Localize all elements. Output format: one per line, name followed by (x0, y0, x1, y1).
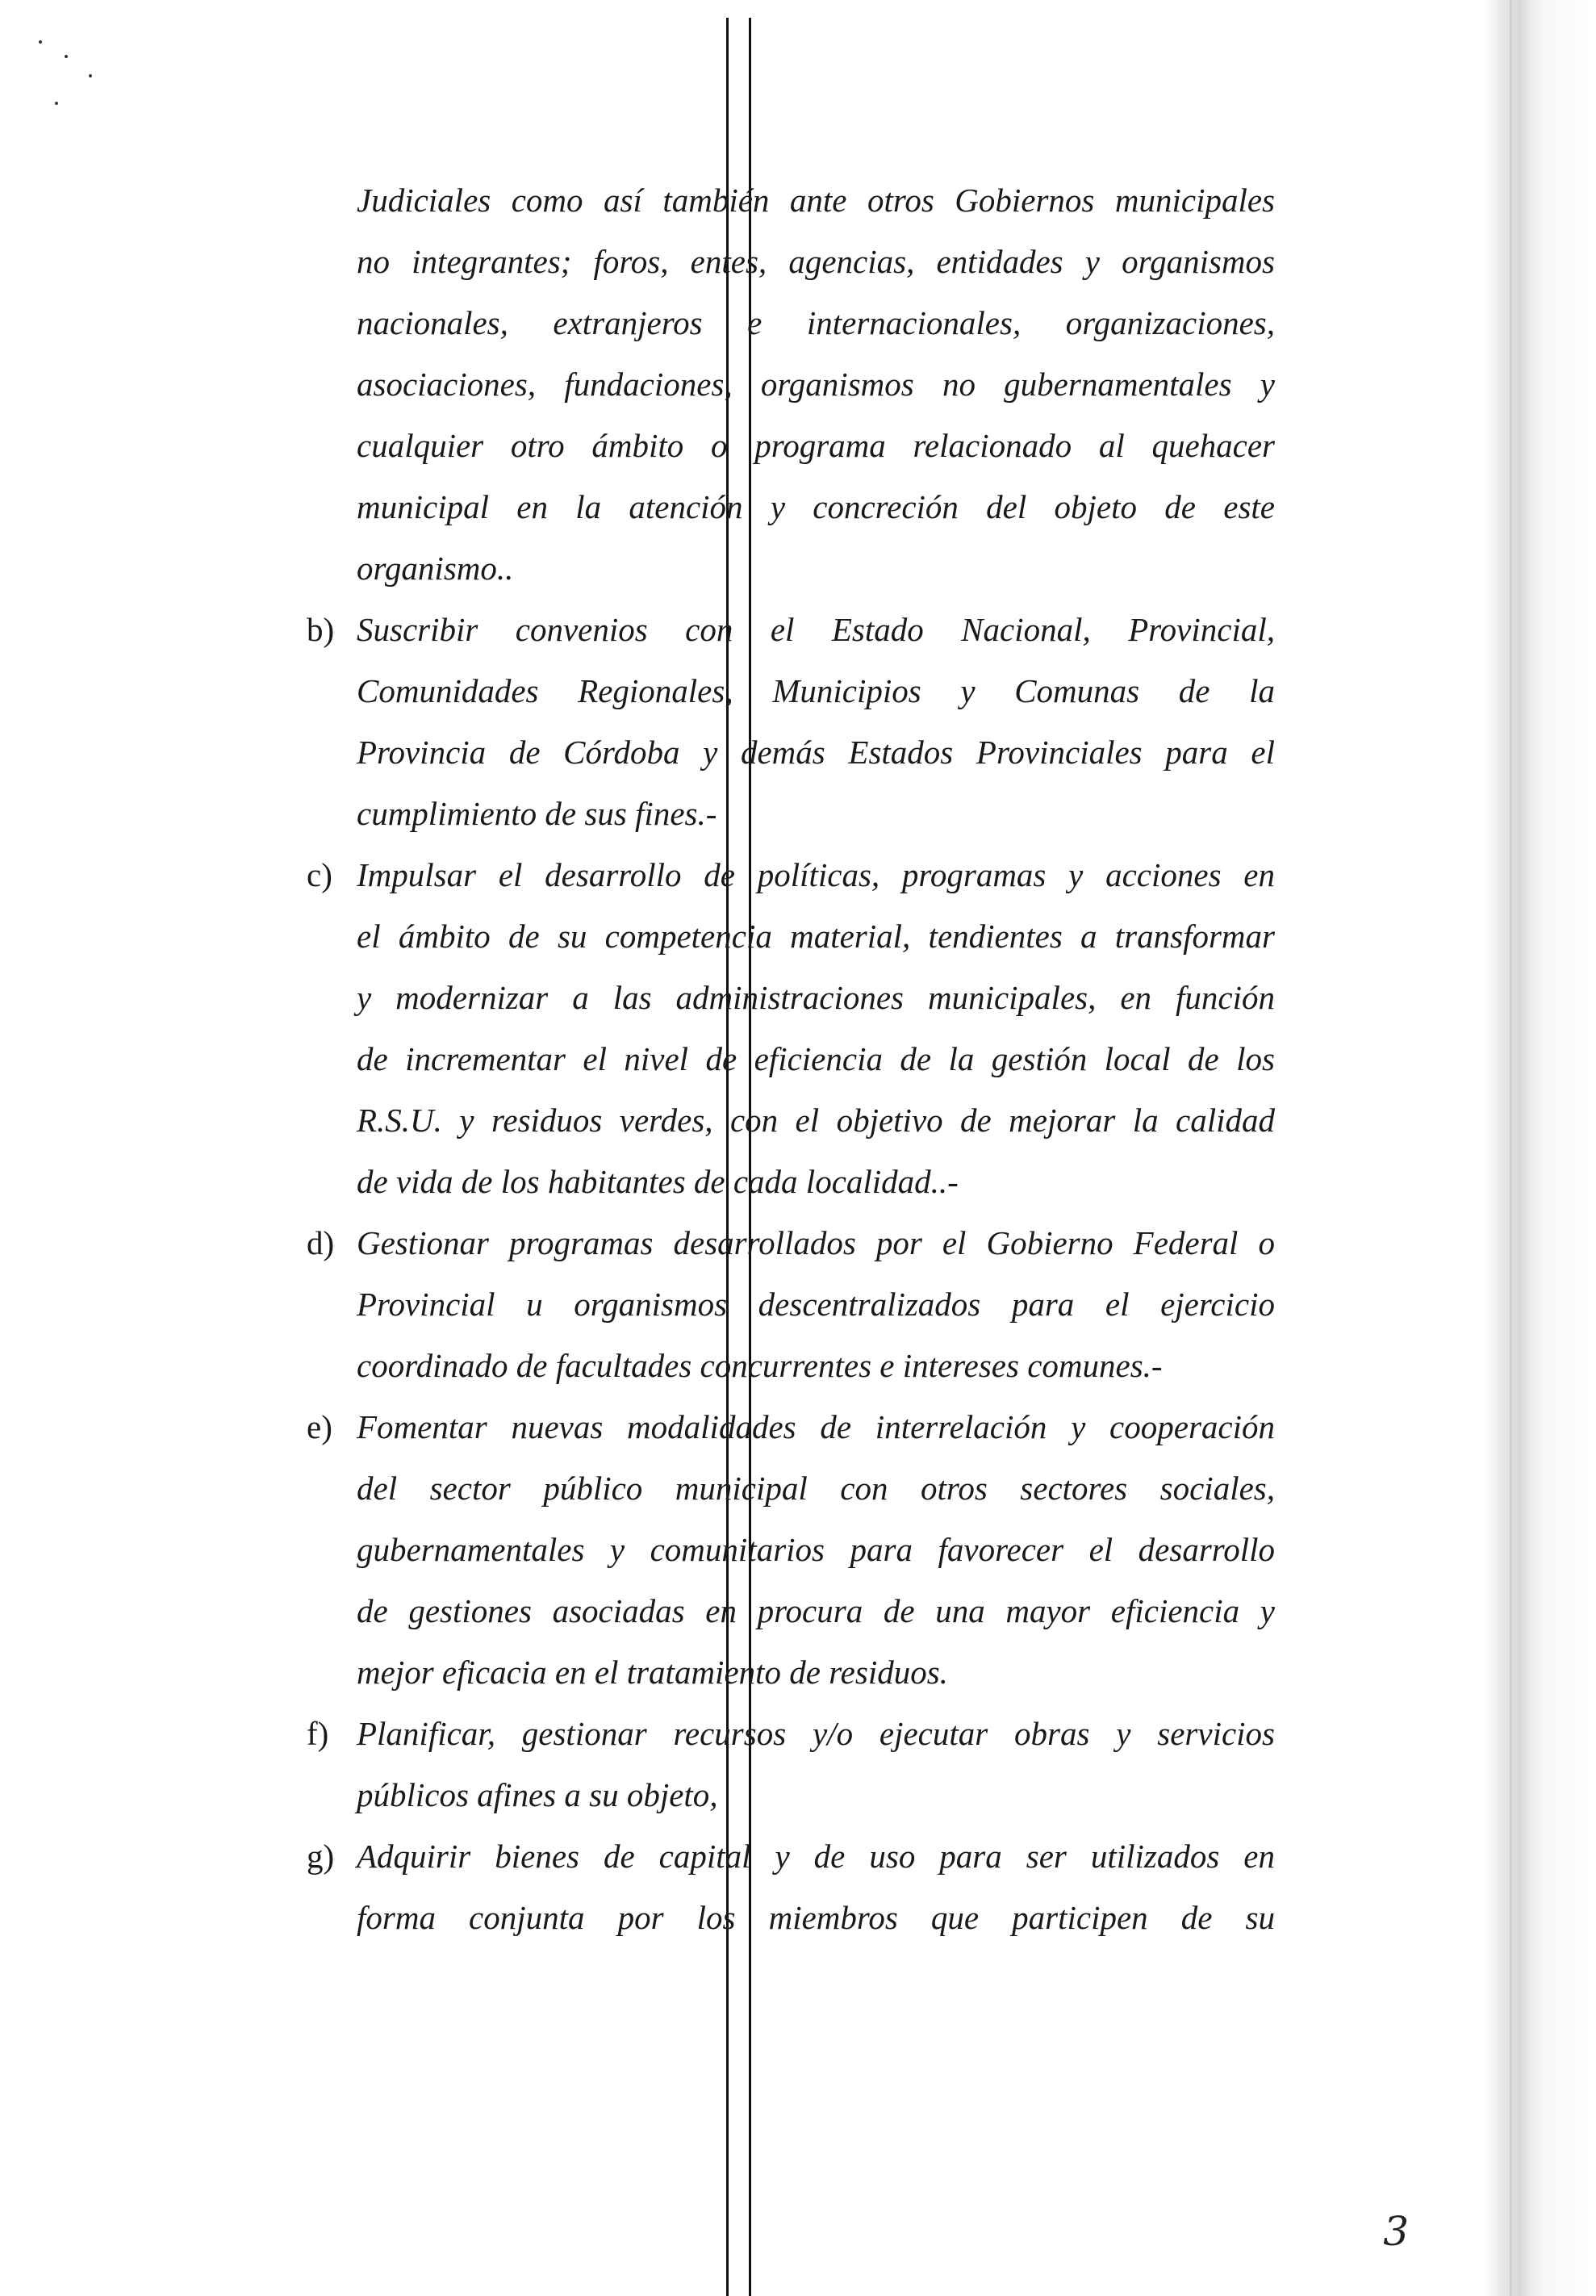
text-line: nacionales, extranjeros e internacionales, organizaciones, (357, 304, 1275, 341)
text-line: coordinado de facultades concurrentes e intereses comunes.- (357, 1347, 1163, 1384)
text-line: mejor eficacia en el tratamiento de residuos. (357, 1654, 948, 1691)
binding-line (1510, 0, 1512, 2296)
list-item-c (307, 844, 1275, 1212)
text-line: públicos afines a su objeto, (357, 1776, 718, 1813)
text-line: Gestionar programas desarrollados por el Gobierno Federal o (357, 1224, 1275, 1261)
list-item-line (307, 1703, 1275, 1764)
list-item-line (307, 844, 1275, 905)
text-line: R.S.U. y residuos verdes, con el objetivo de mejorar la calidad (357, 1102, 1275, 1139)
list-item-b (307, 599, 1275, 844)
list-item-line (307, 1826, 1275, 1887)
list-item-f (307, 1703, 1275, 1826)
page-number: 3 (1383, 2208, 1409, 2255)
binding-edge (1483, 0, 1596, 2296)
text-line: asociaciones, fundaciones, organismos no gubernamentales y (357, 366, 1275, 403)
scan-specks (32, 24, 113, 145)
intro-paragraph (307, 169, 1275, 599)
text-line: y modernizar a las administraciones municipales, en función (357, 979, 1275, 1016)
text-line: del sector público municipal con otros sectores sociales, (357, 1470, 1275, 1507)
text-line: Comunidades Regionales, Municipios y Comunas de la (357, 672, 1275, 709)
text-line: organismo.. (357, 550, 514, 587)
list-item-line (307, 599, 1275, 660)
list-marker: e) (307, 1408, 332, 1445)
text-line: Adquirir bienes de capital y de uso para ser utilizados en (357, 1838, 1275, 1875)
list-marker: d) (307, 1224, 335, 1261)
list-item-g (307, 1826, 1275, 1948)
list-marker: b) (307, 611, 335, 648)
text-line: Suscribir convenios con el Estado Nacional, Provincial, (357, 611, 1275, 648)
text-line: Planificar, gestionar recursos y/o ejecutar obras y servicios (357, 1715, 1275, 1752)
text-line: cualquier otro ámbito o programa relacionado al quehacer (357, 427, 1275, 464)
document-body (307, 169, 1275, 1948)
text-line: el ámbito de su competencia material, tendientes a transformar (357, 918, 1275, 955)
list-marker: f) (307, 1715, 329, 1752)
list-item-e (307, 1396, 1275, 1703)
list-marker: c) (307, 856, 332, 893)
list-marker: g) (307, 1838, 335, 1875)
text-line: cumplimiento de sus fines.- (357, 795, 717, 832)
text-line: Judiciales como así también ante otros Gobiernos municipales (357, 182, 1275, 219)
text-line: Provincial u organismos descentralizados para el ejercicio (357, 1286, 1275, 1323)
text-line: Fomentar nuevas modalidades de interrelación y cooperación (357, 1408, 1275, 1445)
text-line: no integrantes; foros, entes, agencias, entidades y organismos (357, 243, 1275, 280)
list-item-line (307, 1212, 1275, 1273)
list-item-d (307, 1212, 1275, 1396)
text-line: de vida de los habitantes de cada localidad..- (357, 1163, 959, 1200)
text-line: Provincia de Córdoba y demás Estados Provinciales para el (357, 734, 1275, 771)
text-line: de gestiones asociadas en procura de una mayor eficiencia y (357, 1592, 1275, 1629)
text-line: de incrementar el nivel de eficiencia de la gestión local de los (357, 1040, 1275, 1077)
text-line: municipal en la atención y concreción del objeto de este (357, 488, 1275, 525)
text-line: Impulsar el desarrollo de políticas, programas y acciones en (357, 856, 1275, 893)
text-line: gubernamentales y comunitarios para favorecer el desarrollo (357, 1531, 1275, 1568)
text-line: forma conjunta por los miembros que participen de su (357, 1899, 1275, 1936)
list-item-line (307, 1396, 1275, 1457)
